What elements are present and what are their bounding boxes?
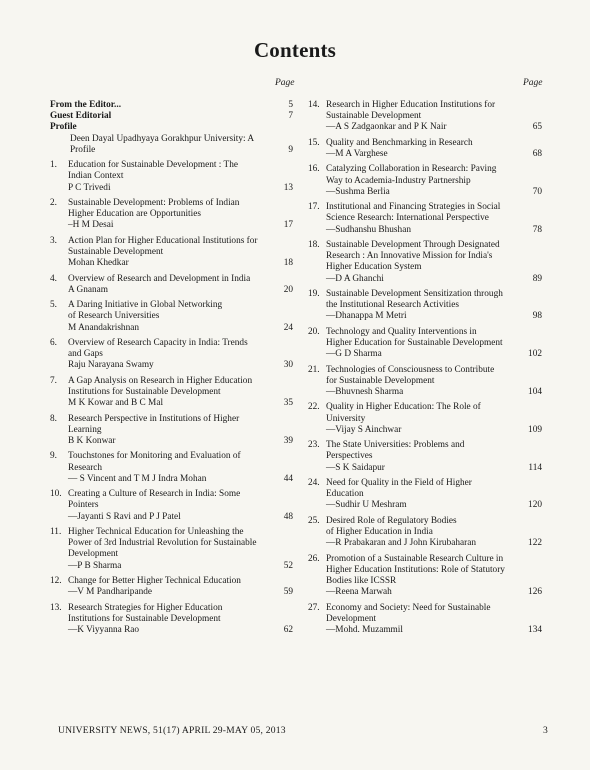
entry-title-line xyxy=(308,164,542,175)
entry-author-row xyxy=(50,285,293,296)
entry-title-line xyxy=(50,451,293,462)
entry-title-line xyxy=(50,349,293,360)
entry-author: —Jayanti S Ravi and P J Patel xyxy=(68,511,181,522)
footer-page-number: 3 xyxy=(543,725,548,736)
entry-author: A Gnanam xyxy=(68,284,109,295)
entry-author-row xyxy=(50,398,293,409)
entry-author: —M A Varghese xyxy=(326,149,388,159)
entry-title-text: Quality in Higher Education: The Role of xyxy=(326,402,481,413)
contents-entry[interactable] xyxy=(50,527,293,572)
front-item-page: 5 xyxy=(288,100,293,110)
entry-title-line xyxy=(50,527,293,538)
entry-page-number: 13 xyxy=(283,182,293,193)
entry-author: —A S Zadgaonkar and P K Nair xyxy=(326,122,447,133)
entry-author: P C Trivedi xyxy=(68,182,111,193)
entry-author: —Bhuvnesh Sharma xyxy=(326,386,404,397)
entry-title-line xyxy=(50,489,293,500)
entry-title-line xyxy=(308,489,542,500)
entry-number: 24. xyxy=(308,477,320,488)
front-item-guest-editorial[interactable] xyxy=(50,111,293,122)
entry-number: 11. xyxy=(50,526,62,537)
contents-entry[interactable] xyxy=(50,376,293,410)
entry-title-line xyxy=(308,262,542,273)
front-item-editor[interactable] xyxy=(50,100,293,111)
entry-title-text: Sustainable Development xyxy=(326,111,422,122)
entry-page-number: 122 xyxy=(528,538,542,549)
entry-title-text: A Gap Analysis on Research in Higher Education xyxy=(68,375,253,386)
entry-title-text: Overview of Research and Development in India xyxy=(68,273,251,284)
entry-page-number: 44 xyxy=(283,473,293,484)
entry-title-text: Indian Context xyxy=(68,171,124,182)
right-entry-list xyxy=(308,100,542,636)
entry-page-number: 18 xyxy=(283,258,293,269)
entry-author-row xyxy=(50,474,293,485)
entry-title-line xyxy=(50,538,293,549)
entry-page-number: 52 xyxy=(283,560,293,571)
entry-title-text: Sustainable Development xyxy=(68,247,164,257)
entry-page-number: 102 xyxy=(528,349,542,360)
contents-entry[interactable] xyxy=(308,202,542,236)
contents-entry[interactable] xyxy=(50,338,293,372)
entry-author: —K Viyyanna Rao xyxy=(68,624,140,635)
entry-author: —Dhanappa M Metri xyxy=(326,311,407,322)
entry-page-number: 24 xyxy=(283,322,293,333)
front-item-profile[interactable] xyxy=(50,134,293,156)
entry-title-text: Development xyxy=(68,549,119,560)
entry-title-text: Promotion of a Sustainable Research Culture in xyxy=(326,553,504,564)
entry-title-text: of Higher Education in India xyxy=(326,526,433,537)
entry-title-text: University xyxy=(326,413,366,424)
entry-author-row xyxy=(308,274,542,285)
contents-entry[interactable] xyxy=(308,240,542,285)
contents-entry[interactable] xyxy=(308,289,542,323)
entry-number: 16. xyxy=(308,164,320,175)
entry-title-text: Action Plan for Higher Educational Institutions for xyxy=(68,235,258,246)
entry-title-line xyxy=(50,425,293,436)
entry-author: —Sudhanshu Bhushan xyxy=(326,224,411,235)
entry-number: 7. xyxy=(50,375,57,386)
contents-entry[interactable] xyxy=(50,300,293,334)
entry-author-row xyxy=(50,183,293,194)
entry-title-text: Sustainable Development Sensitization through xyxy=(326,288,503,299)
entry-author-row xyxy=(50,436,293,447)
entry-page-number: 114 xyxy=(528,462,542,473)
entry-title-line xyxy=(308,603,542,614)
entry-title-line xyxy=(50,603,293,614)
entry-author-row xyxy=(308,425,542,436)
entry-page-number: 109 xyxy=(528,424,542,435)
entry-number: 13. xyxy=(50,602,62,613)
entry-author-row xyxy=(308,625,542,636)
entry-title-text: Higher Education are Opportunities xyxy=(68,209,201,220)
entry-title-line xyxy=(50,236,293,247)
front-item-title: From the Editor... xyxy=(50,100,122,110)
entry-author: —D A Ghanchi xyxy=(326,273,384,284)
entry-number: 12. xyxy=(50,575,62,586)
entry-author: —Mohd. Muzammil xyxy=(326,624,403,635)
entry-number: 25. xyxy=(308,515,320,526)
page-title: Contents xyxy=(253,38,337,62)
entry-title-text: Change for Better Higher Technical Education xyxy=(68,575,241,586)
left-entry-list xyxy=(50,160,293,636)
entry-author-row xyxy=(308,225,542,236)
entry-title-line xyxy=(50,376,293,387)
entry-number: 19. xyxy=(308,288,320,299)
entry-title-text: Education xyxy=(326,489,364,500)
entry-author-row xyxy=(308,187,542,198)
entry-author: B K Konwar xyxy=(68,435,116,446)
contents-left-column xyxy=(50,100,293,640)
entry-title-line xyxy=(308,565,542,576)
entry-number: 18. xyxy=(308,239,320,250)
entry-author-row xyxy=(308,311,542,322)
entry-title-text: Quality and Benchmarking in Research xyxy=(326,137,473,148)
entry-author-row xyxy=(50,323,293,334)
entry-title-text: Institutions for Sustainable Development xyxy=(68,613,221,624)
contents-entry[interactable] xyxy=(308,327,542,361)
contents-entry[interactable] xyxy=(308,478,542,512)
entry-author-row xyxy=(308,587,542,598)
entry-title-text: Science Research: International Perspective xyxy=(326,213,489,224)
entry-author: –H M Desai xyxy=(68,220,114,231)
entry-author: M K Kowar and B C Mal xyxy=(68,398,164,409)
contents-entry[interactable] xyxy=(308,516,542,550)
entry-author-row xyxy=(308,149,542,160)
entry-title-line xyxy=(50,247,293,258)
entry-title-line xyxy=(308,440,542,451)
entry-title-line xyxy=(50,500,293,511)
contents-entry[interactable] xyxy=(50,198,293,232)
entry-title-line xyxy=(308,138,542,149)
entry-author: —P B Sharma xyxy=(68,560,122,571)
entry-title-line xyxy=(50,338,293,349)
entry-title-text: Education for Sustainable Development : The xyxy=(68,160,238,171)
entry-title-text: Way to Academia-Industry Partnership xyxy=(326,175,471,186)
entry-title-line xyxy=(308,478,542,489)
entry-title-line xyxy=(50,614,293,625)
entry-page-number: 39 xyxy=(283,435,293,446)
contents-entry[interactable] xyxy=(308,164,542,198)
entry-title-line xyxy=(50,414,293,425)
entry-title-text: Higher Technical Education for Unleashing the xyxy=(68,526,244,537)
entry-author: Raju Narayana Swamy xyxy=(68,360,154,371)
entry-author-row xyxy=(308,349,542,360)
entry-title-line xyxy=(308,100,542,111)
entry-page-number: 134 xyxy=(528,624,542,635)
entry-author-row xyxy=(50,258,293,269)
contents-entry[interactable] xyxy=(308,440,542,474)
entry-page-number: 126 xyxy=(528,587,542,598)
entry-title-text: Research xyxy=(68,462,103,473)
entry-number: 10. xyxy=(50,489,62,500)
entry-author: — S Vincent and T M J Indra Mohan xyxy=(68,473,207,484)
entry-title-line xyxy=(50,209,293,220)
entry-author: —S K Saidapur xyxy=(326,462,385,473)
entry-title-text: Creating a Culture of Research in India: Some xyxy=(68,489,241,500)
contents-entry[interactable] xyxy=(308,402,542,436)
entry-title-line xyxy=(50,171,293,182)
entry-title-text: Need for Quality in the Field of Higher xyxy=(326,477,472,488)
entry-author-row xyxy=(308,463,542,474)
entry-title-text: Higher Education System xyxy=(326,262,422,273)
contents-right-column xyxy=(308,100,542,640)
entry-title-text: Research Strategies for Higher Education xyxy=(68,602,223,613)
entry-title-text: Research Perspective in Institutions of Higher xyxy=(68,413,240,424)
entry-title-line xyxy=(50,274,293,285)
entry-author: —Reena Marwah xyxy=(326,587,392,598)
entry-page-number: 68 xyxy=(532,149,542,159)
entry-number: 20. xyxy=(308,326,320,337)
entry-title-text: Research in Higher Education Institutions for xyxy=(326,100,496,110)
contents-entry[interactable] xyxy=(308,365,542,399)
entry-number: 23. xyxy=(308,440,320,451)
page-column-label-right: Page xyxy=(523,78,543,88)
contents-entry[interactable] xyxy=(50,236,293,270)
entry-title-text: Development xyxy=(326,613,377,624)
entry-page-number: 120 xyxy=(528,500,542,511)
entry-title-line xyxy=(308,176,542,187)
entry-title-text: the Institutional Research Activities xyxy=(326,300,459,311)
contents-entry[interactable] xyxy=(50,274,293,296)
entry-title-line xyxy=(50,549,293,560)
entry-page-number: 65 xyxy=(532,122,542,133)
entry-page-number: 70 xyxy=(532,186,542,197)
entry-author-row xyxy=(50,587,293,598)
entry-title-text: Desired Role of Regulatory Bodies xyxy=(326,515,457,526)
entry-title-text: The State Universities: Problems and xyxy=(326,440,465,451)
entry-title-line xyxy=(308,202,542,213)
entry-page-number: 17 xyxy=(283,220,293,231)
page-footer xyxy=(58,725,548,736)
front-item-page: 9 xyxy=(288,144,293,155)
entry-title-text: of Research Universities xyxy=(68,311,160,322)
entry-page-number: 104 xyxy=(528,386,542,397)
footer-journal: UNIVERSITY NEWS, 51(17) APRIL 29-MAY 05, 2013 xyxy=(58,725,286,736)
entry-author: —Vijay S Ainchwar xyxy=(326,424,402,435)
entry-title-text: A Daring Initiative in Global Networking xyxy=(68,300,223,311)
entry-title-line xyxy=(50,576,293,587)
contents-entry[interactable] xyxy=(50,603,293,637)
entry-title-line xyxy=(308,414,542,425)
entry-title-text: Perspectives xyxy=(326,451,373,462)
entry-title-line xyxy=(50,198,293,209)
entry-title-text: Research : An Innovative Mission for India's xyxy=(326,251,493,262)
entry-page-number: 59 xyxy=(283,587,293,598)
contents-entry[interactable] xyxy=(50,451,293,485)
entry-number: 8. xyxy=(50,413,57,424)
entry-page-number: 98 xyxy=(532,311,542,322)
entry-title-line xyxy=(308,451,542,462)
entry-title-text: Technologies of Consciousness to Contribute xyxy=(326,364,495,375)
entry-number: 3. xyxy=(50,235,57,246)
entry-title-text: Catalyzing Collaboration in Research: Paving xyxy=(326,164,497,175)
entry-author-row xyxy=(308,538,542,549)
entry-author-row xyxy=(50,625,293,636)
entry-author-row xyxy=(308,122,542,133)
entry-title-text: for Sustainable Development xyxy=(326,375,435,386)
entry-title-text: Learning xyxy=(68,424,102,435)
entry-title-text: and Gaps xyxy=(68,349,103,360)
entry-title-text: Sustainable Development: Problems of Indian xyxy=(68,198,240,208)
entry-title-text: Pointers xyxy=(68,500,99,511)
entry-number: 15. xyxy=(308,137,320,148)
entry-title-line xyxy=(50,160,293,171)
contents-entry[interactable] xyxy=(50,576,293,598)
entry-title-line xyxy=(308,213,542,224)
entry-title-line xyxy=(308,516,542,527)
entry-number: 26. xyxy=(308,553,320,564)
entry-title-text: Institutional and Financing Strategies in Social xyxy=(326,202,501,213)
entry-title-line xyxy=(50,463,293,474)
entry-page-number: 78 xyxy=(532,224,542,235)
entry-number: 2. xyxy=(50,198,57,208)
entry-author-row xyxy=(50,561,293,572)
entry-author: Mohan Khedkar xyxy=(68,258,129,269)
entry-author: —Sudhir U Meshram xyxy=(326,500,407,511)
entry-number: 17. xyxy=(308,202,320,213)
entry-page-number: 89 xyxy=(532,273,542,284)
entry-title-text: Touchstones for Monitoring and Evaluation of xyxy=(68,451,241,462)
entry-page-number: 20 xyxy=(283,284,293,295)
entry-title-text: Bodies like ICSSR xyxy=(326,575,397,586)
entry-title-line xyxy=(308,527,542,538)
entry-title-line xyxy=(308,240,542,251)
contents-entry[interactable] xyxy=(308,100,542,134)
entry-title-line xyxy=(308,365,542,376)
contents-entry[interactable] xyxy=(50,160,293,194)
entry-author: —G D Sharma xyxy=(326,349,382,360)
entry-author: M Anandakrishnan xyxy=(68,322,140,333)
entry-author: —Sushma Berlia xyxy=(326,186,390,197)
entry-title-text: Power of 3rd Industrial Revolution for Sustainable xyxy=(68,538,257,549)
entry-number: 5. xyxy=(50,300,57,311)
entry-author: —V M Pandharipande xyxy=(68,587,153,598)
entry-page-number: 35 xyxy=(283,398,293,409)
entry-title-line xyxy=(308,338,542,349)
entry-page-number: 48 xyxy=(283,511,293,522)
entry-title-text: Overview of Research Capacity in India: Trends xyxy=(68,337,248,348)
entry-title-text: Sustainable Development Through Designated xyxy=(326,239,500,250)
entry-title-text: Economy and Society: Need for Sustainable xyxy=(326,602,491,613)
entry-title-line xyxy=(308,376,542,387)
entry-number: 6. xyxy=(50,337,57,348)
front-item-profile-heading xyxy=(50,122,293,133)
front-item-title: Profile xyxy=(50,122,77,133)
entry-title-text: Higher Education Institutions: Role of Statutory xyxy=(326,564,505,575)
entry-author-row xyxy=(50,512,293,523)
contents-entry[interactable] xyxy=(50,489,293,523)
contents-entry[interactable] xyxy=(308,603,542,637)
entry-title-line xyxy=(308,327,542,338)
entry-title-line xyxy=(308,576,542,587)
entry-title-text: Technology and Quality Interventions in xyxy=(326,326,477,337)
entry-title-line xyxy=(50,311,293,322)
entry-title-line xyxy=(308,554,542,565)
entry-page-number: 62 xyxy=(283,624,293,635)
entry-number: 4. xyxy=(50,273,57,284)
entry-author-row xyxy=(50,360,293,371)
front-item-page: 7 xyxy=(288,111,293,122)
entry-title-text: Institutions for Sustainable Development xyxy=(68,386,221,397)
entry-number: 9. xyxy=(50,451,57,462)
entry-title-line xyxy=(308,402,542,413)
entry-author-row xyxy=(308,500,542,511)
entry-author: —R Prabakaran and J John Kirubaharan xyxy=(326,538,476,549)
entry-page-number: 30 xyxy=(283,360,293,371)
entry-title-line xyxy=(50,300,293,311)
entry-title-line xyxy=(308,300,542,311)
front-item-title: Deen Dayal Upadhyaya Gorakhpur University: A Profile xyxy=(70,133,254,155)
entry-number: 27. xyxy=(308,602,320,613)
entry-title-line xyxy=(308,111,542,122)
entry-title-text: Higher Education for Sustainable Development xyxy=(326,337,503,348)
entry-number: 1. xyxy=(50,160,57,171)
entry-title-line xyxy=(50,387,293,398)
front-item-title: Guest Editorial xyxy=(50,111,112,122)
entry-title-line xyxy=(308,251,542,262)
contents-entry[interactable] xyxy=(50,414,293,448)
entry-author-row xyxy=(50,220,293,231)
contents-entry[interactable] xyxy=(308,554,542,599)
entry-author-row xyxy=(308,387,542,398)
entry-number: 21. xyxy=(308,364,320,375)
page-column-label-left: Page xyxy=(275,78,295,88)
entry-number: 14. xyxy=(308,100,320,110)
entry-title-line xyxy=(308,614,542,625)
entry-number: 22. xyxy=(308,402,320,413)
contents-entry[interactable] xyxy=(308,138,542,160)
entry-title-line xyxy=(308,289,542,300)
